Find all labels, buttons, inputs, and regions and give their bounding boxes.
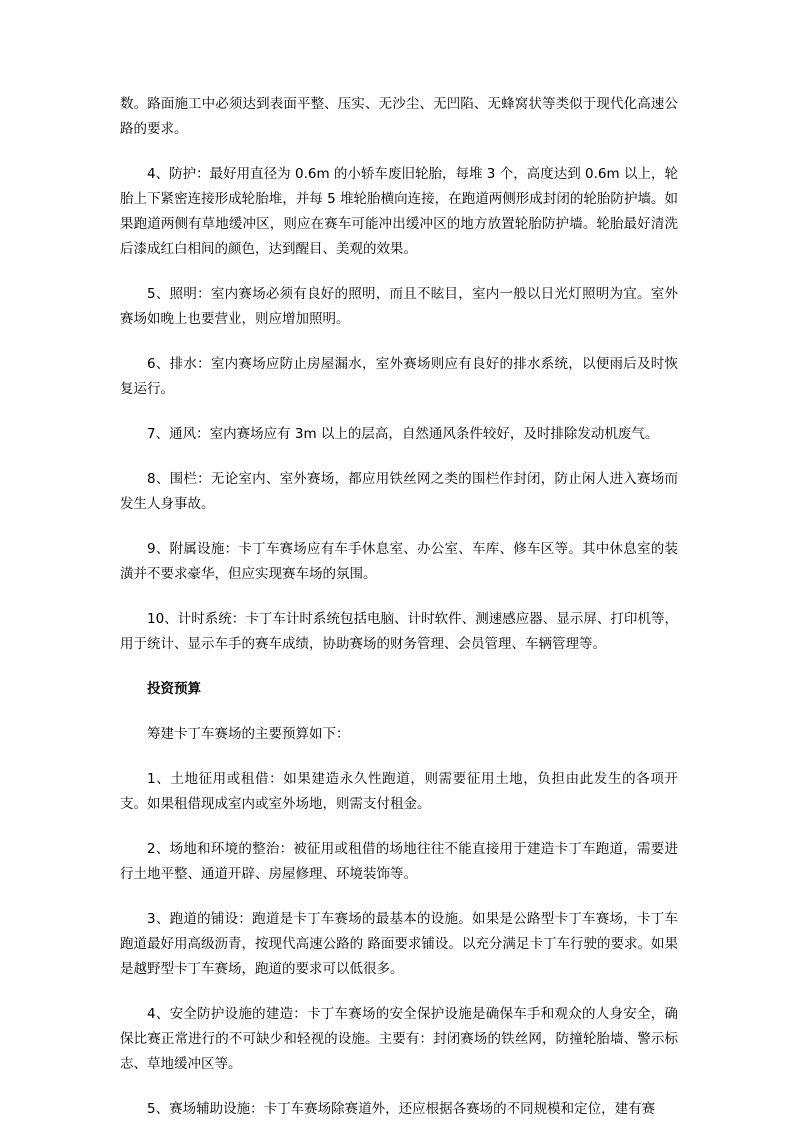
- paragraph-site-preparation: 2、场地和环境的整治：被征用或租借的场地往往不能直接用于建造卡丁车跑道，需要进行土地平整、通道开辟、房屋修理、环境装饰等。: [120, 841, 678, 882]
- paragraph-drainage: 6、排水：室内赛场应防止房屋漏水，室外赛场则应有良好的排水系统，以便雨后及时恢复运行。: [120, 356, 678, 397]
- paragraph-road-construction: 数。路面施工中必须达到表面平整、压实、无沙尘、无凹陷、无蜂窝状等类似于现代化高速公路的要求。: [120, 96, 678, 137]
- paragraph-auxiliary-facilities: 5、赛场辅助设施：卡丁车赛场除赛道外，还应根据各赛场的不同规模和定位，建有赛: [147, 1101, 656, 1117]
- document-page: [120, 92, 678, 1142]
- paragraph-protection: 4、防护：最好用直径为 0.6m 的小轿车废旧轮胎，每堆 3 个，高度达到 0.6m 以上，轮胎上下紧密连接形成轮胎堆，并每 5 堆轮胎横向连接，在跑道两侧形成封闭的轮胎防护墙。如果跑道两侧有草地缓冲区，则应在赛车可能冲出缓冲区的地方放置轮胎防护墙。轮胎最好清洗后漆成红白相间的颜色，达到醒目、美观的效果。: [120, 166, 678, 257]
- paragraph-fence: 8、围栏：无论室内、室外赛场，都应用铁丝网之类的围栏作封闭，防止闲人进入赛场而发生人身事故。: [120, 471, 678, 512]
- paragraph-ventilation: 7、通风：室内赛场应有 3m 以上的层高，自然通风条件较好，及时排除发动机废气。: [147, 426, 659, 442]
- paragraph-safety-facilities: 4、安全防护设施的建造：卡丁车赛场的安全保护设施是确保车手和观众的人身安全，确保比赛正常进行的不可缺少和轻视的设施。主要有：封闭赛场的铁丝网，防撞轮胎墙、警示标志、草地缓冲区等。: [120, 1006, 678, 1072]
- paragraph-timing-system: 10、计时系统：卡丁车计时系统包括电脑、计时软件、测速感应器、显示屏、打印机等，用于统计、显示车手的赛车成绩，协助赛场的财务管理、会员管理、车辆管理等。: [120, 611, 678, 652]
- paragraph-budget-intro: 筹建卡丁车赛场的主要预算如下：: [147, 726, 350, 742]
- paragraph-land: 1、土地征用或租借：如果建造永久性跑道，则需要征用土地，负担由此发生的各项开支。如果租借现成室内或室外场地，则需支付租金。: [120, 771, 678, 812]
- paragraph-track-paving: 3、跑道的铺设：跑道是卡丁车赛场的最基本的设施。如果是公路型卡丁车赛场，卡丁车跑道最好用高级沥青，按现代高速公路的 路面要求铺设。以充分满足卡丁车行驶的要求。如果是越野型卡丁车赛场，跑道的要求可以低很多。: [120, 911, 678, 977]
- paragraph-lighting: 5、照明：室内赛场必须有良好的照明，而且不眩目，室内一般以日光灯照明为宜。室外赛场如晚上也要营业，则应增加照明。: [120, 286, 678, 327]
- paragraph-facilities: 9、附属设施：卡丁车赛场应有车手休息室、办公室、车库、修车区等。其中休息室的装潢并不要求豪华，但应实现赛车场的氛围。: [120, 541, 678, 582]
- section-heading-budget: 投资预算: [147, 681, 201, 697]
